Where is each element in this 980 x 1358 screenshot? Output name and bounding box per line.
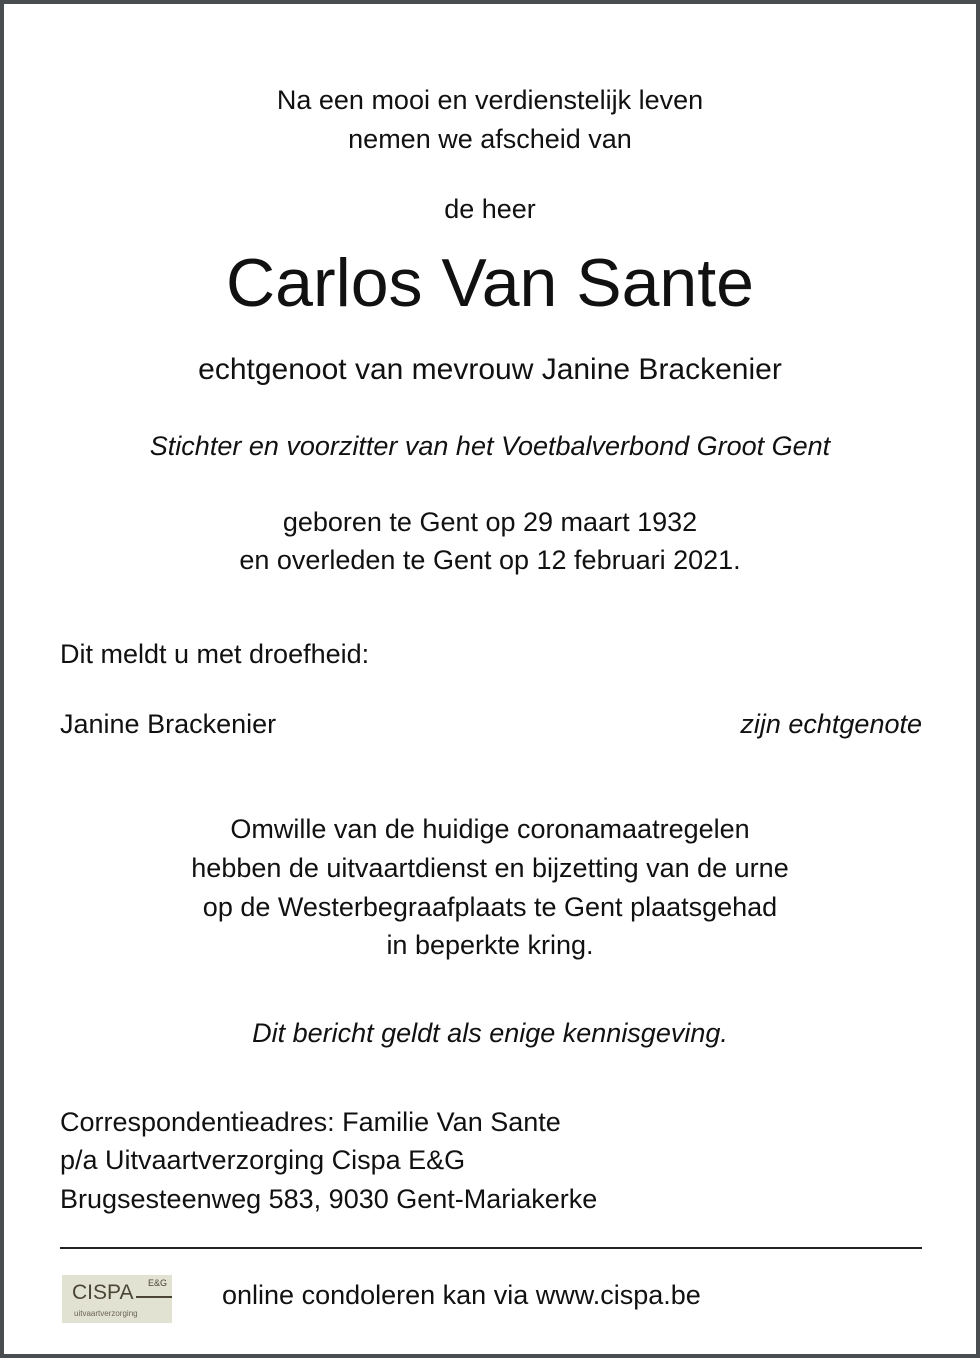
intro-line-2: nemen we afscheid van	[348, 124, 632, 154]
mourner-relation: zijn echtgenote	[740, 709, 922, 739]
logo-wordmark: CISPA	[72, 1281, 134, 1304]
address-line-1: Correspondentieadres: Familie Van Sante	[60, 1107, 561, 1137]
deceased-name: Carlos Van Sante	[226, 245, 754, 321]
birth-line: geboren te Gent op 29 maart 1932	[282, 507, 698, 537]
ceremony-line-3: op de Westerbegraafplaats te Gent plaatsgehad	[202, 892, 778, 922]
ceremony-line-4: in beperkte kring.	[386, 930, 594, 960]
logo-line	[136, 1296, 172, 1298]
address-line-3: Brugsesteenweg 583, 9030 Gent-Mariakerke	[60, 1184, 598, 1214]
address-line-2: p/a Uitvaartverzorging Cispa E&G	[60, 1145, 466, 1175]
intro-line-1: Na een mooi en verdienstelijk leven	[276, 85, 704, 115]
spouse-line: echtgenoot van mevrouw Janine Brackenier	[198, 353, 782, 386]
divider	[60, 1247, 922, 1249]
cispa-logo	[62, 1275, 172, 1323]
mourner-name: Janine Brackenier	[60, 709, 277, 739]
ceremony-line-2: hebben de uitvaartdienst en bijzetting van de urne	[191, 853, 789, 883]
notice-line: Dit bericht geldt als enige kennisgeving.	[252, 1018, 728, 1048]
title-prefix: de heer	[444, 194, 536, 224]
death-line: en overleden te Gent op 12 februari 2021.	[239, 545, 741, 575]
logo-suffix: E&G	[148, 1278, 168, 1288]
logo-tagline: uitvaartverzorging	[74, 1309, 138, 1318]
role-line: Stichter en voorzitter van het Voetbalverbond Groot Gent	[149, 431, 831, 461]
ceremony-line-1: Omwille van de huidige coronamaatregelen	[230, 814, 750, 844]
announce-line: Dit meldt u met droefheid:	[60, 639, 370, 669]
condolence-link-text[interactable]: online condoleren kan via www.cispa.be	[222, 1280, 701, 1310]
